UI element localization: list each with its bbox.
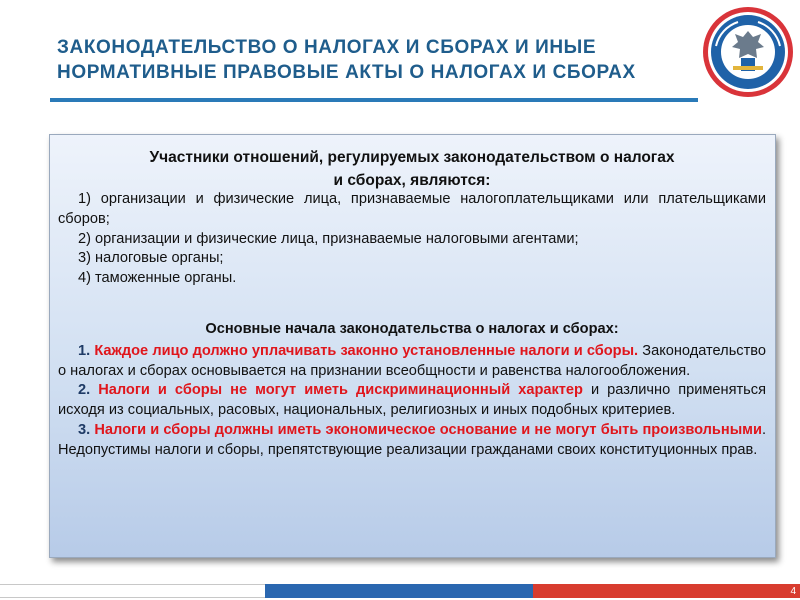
slide-title-line-1: ЗАКОНОДАТЕЛЬСТВО О НАЛОГАХ И СБОРАХ И ИНЫЕ bbox=[57, 37, 597, 58]
principles-section bbox=[58, 320, 766, 461]
page-number: 4 bbox=[790, 586, 796, 597]
federal-tax-service-emblem-icon bbox=[702, 6, 794, 98]
footer-stripe-white bbox=[0, 584, 265, 598]
principle-number: 3. bbox=[78, 421, 91, 438]
participants-heading-line-1: Участники отношений, регулируемых законодательством о налогах bbox=[149, 149, 675, 166]
principle-highlight: Налоги и сборы не могут иметь дискриминационный характер bbox=[98, 382, 583, 399]
participant-item: 2) организации и физические лица, признаваемые налоговыми агентами; bbox=[78, 230, 579, 247]
principle-number: 1. bbox=[78, 342, 91, 359]
principle-highlight: Каждое лицо должно уплачивать законно установленные налоги и сборы. bbox=[94, 342, 639, 359]
participants-heading bbox=[58, 146, 766, 192]
principle-item bbox=[58, 381, 766, 421]
principle-text: Законодательство о налогах и сборах основывается на признании всеобщности и равенства налогообложения. bbox=[58, 342, 766, 379]
principle-highlight: Налоги и сборы должны иметь экономическое основание и не могут быть произвольными bbox=[94, 421, 762, 438]
participants-heading-line-2: и сборах, являются: bbox=[333, 172, 491, 189]
participants-list bbox=[58, 190, 766, 289]
principle-item bbox=[58, 342, 766, 382]
principles-heading: Основные начала законодательства о налогах и сборах: bbox=[205, 321, 619, 337]
slide-title-line-2: НОРМАТИВНЫЕ ПРАВОВЫЕ АКТЫ О НАЛОГАХ И СБОРАХ bbox=[57, 62, 636, 83]
principle-text: и различно применяться исходя из социальных, расовых, национальных, религиозных и иных подобных критериев. bbox=[58, 382, 766, 419]
principle-text: . Недопустимы налоги и сборы, препятствующие реализации гражданами своих конституционных прав. bbox=[58, 421, 767, 458]
title-underline bbox=[50, 98, 698, 102]
slide-title bbox=[57, 35, 697, 85]
participant-item: 3) налоговые органы; bbox=[78, 250, 224, 267]
principle-number: 2. bbox=[78, 382, 91, 399]
principle-item bbox=[58, 421, 766, 461]
footer-stripe-blue bbox=[265, 584, 533, 598]
participant-item: 4) таможенные органы. bbox=[78, 270, 237, 287]
participant-item: 1) организации и физические лица, признаваемые налогоплательщиками или плательщиками сборов; bbox=[58, 191, 766, 227]
footer-stripe-red bbox=[533, 584, 800, 598]
